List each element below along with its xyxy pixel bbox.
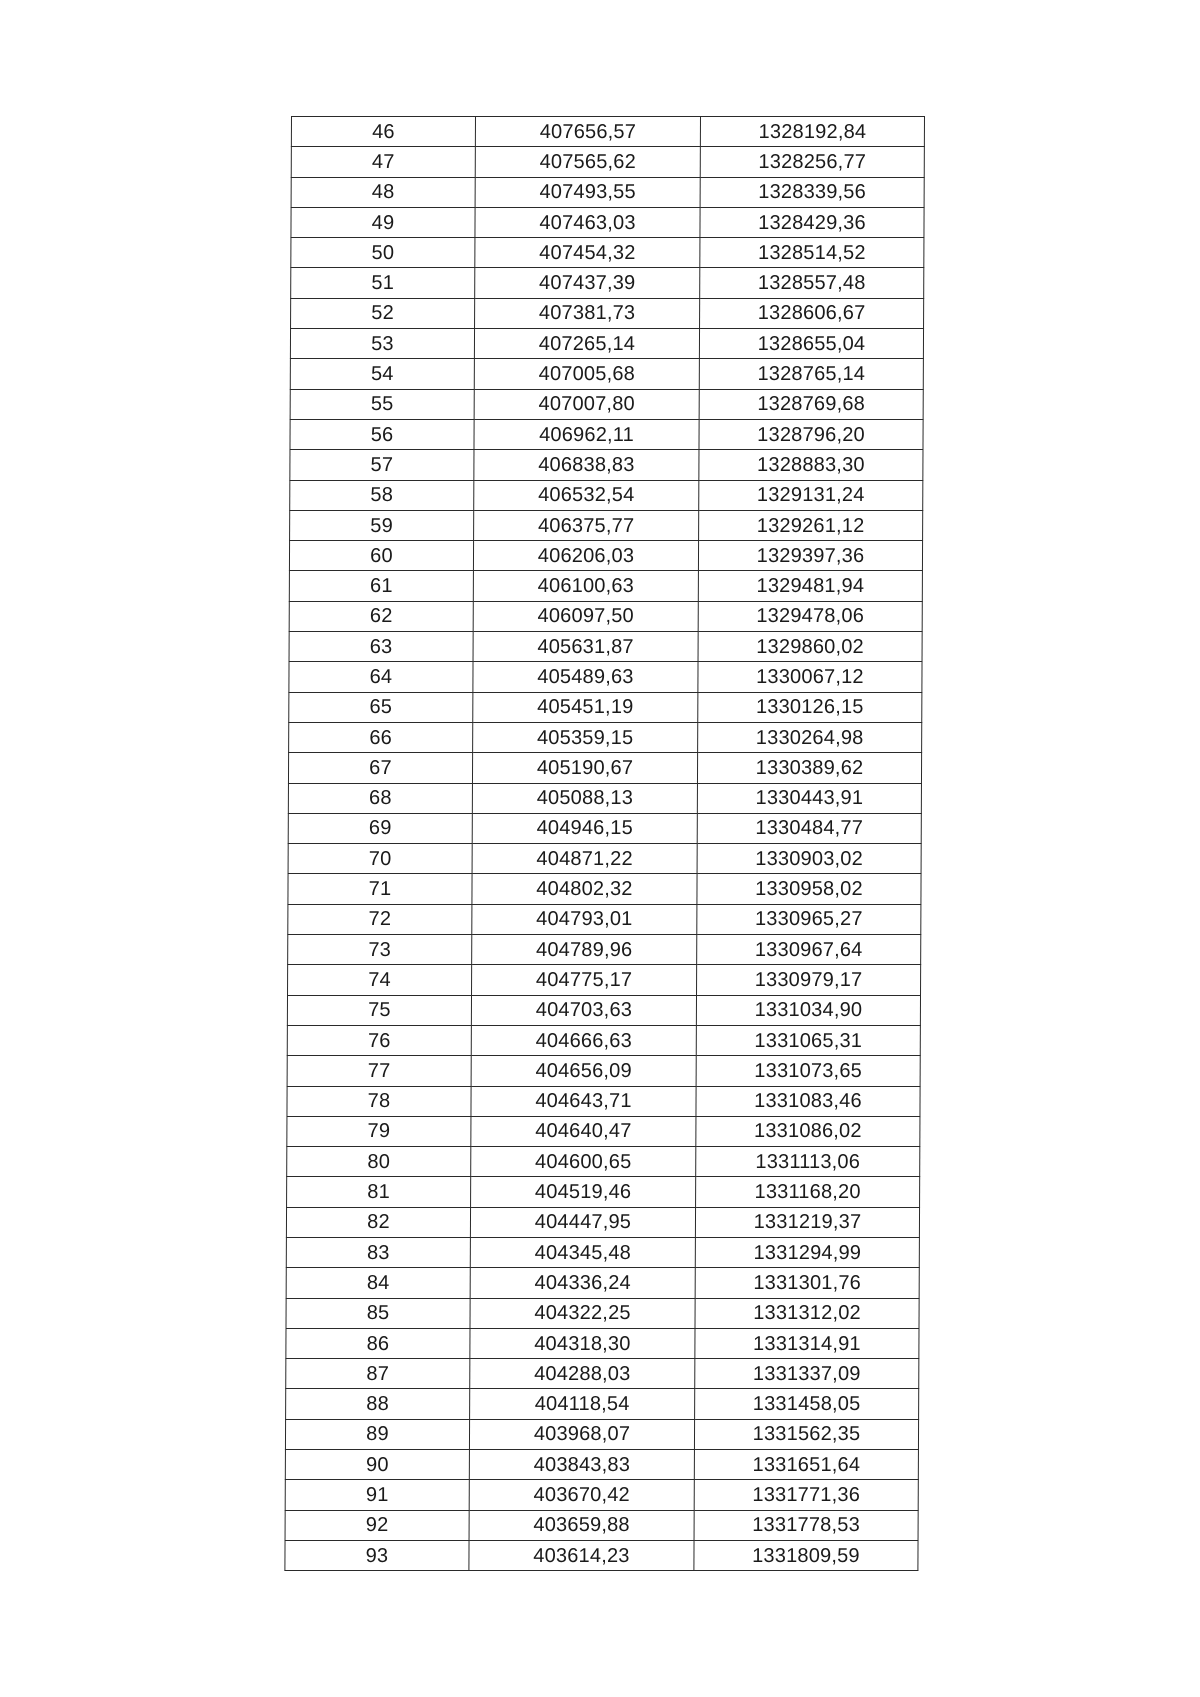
table-row xyxy=(286,1298,919,1328)
x-coordinate-cell: 405631,87 xyxy=(473,632,698,662)
y-coordinate-cell: 1328192,84 xyxy=(700,117,924,147)
table-row xyxy=(287,1056,920,1086)
x-coordinate-cell: 404666,63 xyxy=(471,1025,696,1055)
x-coordinate-cell: 404703,63 xyxy=(471,995,696,1025)
table-row xyxy=(289,541,922,571)
point-number-cell: 63 xyxy=(289,632,473,662)
table-row xyxy=(289,632,922,662)
table-row xyxy=(289,571,922,601)
x-coordinate-cell: 404789,96 xyxy=(472,935,697,965)
y-coordinate-cell: 1331073,65 xyxy=(696,1056,920,1086)
table-row xyxy=(287,1147,920,1177)
point-number-cell: 82 xyxy=(286,1207,470,1237)
point-number-cell: 60 xyxy=(289,541,473,571)
y-coordinate-cell: 1330389,62 xyxy=(697,753,921,783)
x-coordinate-cell: 403659,88 xyxy=(469,1510,694,1540)
x-coordinate-cell: 404775,17 xyxy=(472,965,697,995)
x-coordinate-cell: 407454,32 xyxy=(475,238,700,268)
x-coordinate-cell: 407565,62 xyxy=(475,147,700,177)
point-number-cell: 69 xyxy=(288,813,472,843)
table-row xyxy=(288,783,921,813)
point-number-cell: 71 xyxy=(288,874,472,904)
point-number-cell: 76 xyxy=(287,1025,471,1055)
table-row xyxy=(285,1419,918,1449)
point-number-cell: 47 xyxy=(291,147,475,177)
y-coordinate-cell: 1330979,17 xyxy=(697,965,921,995)
point-number-cell: 88 xyxy=(286,1389,470,1419)
x-coordinate-cell: 404802,32 xyxy=(472,874,697,904)
y-coordinate-cell: 1329481,94 xyxy=(698,571,922,601)
y-coordinate-cell: 1328765,14 xyxy=(699,359,923,389)
y-coordinate-cell: 1330965,27 xyxy=(697,904,921,934)
y-coordinate-cell: 1331458,05 xyxy=(695,1389,919,1419)
x-coordinate-cell: 406838,83 xyxy=(474,450,699,480)
point-number-cell: 75 xyxy=(287,995,471,1025)
x-coordinate-cell: 404946,15 xyxy=(472,813,697,843)
y-coordinate-cell: 1330958,02 xyxy=(697,874,921,904)
y-coordinate-cell: 1331086,02 xyxy=(696,1116,920,1146)
table-row xyxy=(291,268,924,298)
point-number-cell: 46 xyxy=(291,117,475,147)
point-number-cell: 84 xyxy=(286,1268,470,1298)
x-coordinate-cell: 405451,19 xyxy=(473,692,698,722)
point-number-cell: 67 xyxy=(288,753,472,783)
table-row xyxy=(291,177,924,207)
table-row xyxy=(290,419,923,449)
table-row xyxy=(287,1116,920,1146)
y-coordinate-cell: 1330903,02 xyxy=(697,844,921,874)
point-number-cell: 53 xyxy=(290,329,474,359)
table-row xyxy=(290,329,923,359)
point-number-cell: 80 xyxy=(287,1147,471,1177)
point-number-cell: 87 xyxy=(286,1359,470,1389)
table-row xyxy=(291,117,924,147)
table-row xyxy=(288,965,921,995)
point-number-cell: 89 xyxy=(285,1419,469,1449)
x-coordinate-cell: 405088,13 xyxy=(472,783,697,813)
y-coordinate-cell: 1328796,20 xyxy=(699,419,923,449)
table-row xyxy=(290,450,923,480)
point-number-cell: 52 xyxy=(291,298,475,328)
x-coordinate-cell: 405359,15 xyxy=(473,722,698,752)
table-row xyxy=(291,147,924,177)
point-number-cell: 49 xyxy=(291,207,475,237)
y-coordinate-cell: 1329261,12 xyxy=(699,510,923,540)
y-coordinate-cell: 1330967,64 xyxy=(697,935,921,965)
y-coordinate-cell: 1328769,68 xyxy=(699,389,923,419)
point-number-cell: 83 xyxy=(286,1237,470,1267)
x-coordinate-cell: 405190,67 xyxy=(472,753,697,783)
point-number-cell: 70 xyxy=(288,844,472,874)
x-coordinate-cell: 406100,63 xyxy=(473,571,698,601)
x-coordinate-cell: 404447,95 xyxy=(470,1207,695,1237)
y-coordinate-cell: 1329860,02 xyxy=(698,632,922,662)
table-row xyxy=(290,480,923,510)
point-number-cell: 57 xyxy=(290,450,474,480)
point-number-cell: 79 xyxy=(287,1116,471,1146)
y-coordinate-cell: 1331065,31 xyxy=(696,1025,920,1055)
y-coordinate-cell: 1330126,15 xyxy=(698,692,922,722)
point-number-cell: 66 xyxy=(289,722,473,752)
table-row xyxy=(288,844,921,874)
table-row xyxy=(288,753,921,783)
table-row xyxy=(285,1540,918,1570)
table-row xyxy=(291,298,924,328)
y-coordinate-cell: 1331771,36 xyxy=(694,1480,918,1510)
point-number-cell: 78 xyxy=(287,1086,471,1116)
table-row xyxy=(286,1207,919,1237)
x-coordinate-cell: 404793,01 xyxy=(472,904,697,934)
y-coordinate-cell: 1328256,77 xyxy=(700,147,924,177)
y-coordinate-cell: 1331083,46 xyxy=(696,1086,920,1116)
point-number-cell: 77 xyxy=(287,1056,471,1086)
y-coordinate-cell: 1331168,20 xyxy=(696,1177,920,1207)
table-row xyxy=(287,995,920,1025)
y-coordinate-cell: 1331034,90 xyxy=(696,995,920,1025)
table-row xyxy=(289,662,922,692)
point-number-cell: 62 xyxy=(289,601,473,631)
table-row xyxy=(285,1450,918,1480)
y-coordinate-cell: 1331778,53 xyxy=(694,1510,918,1540)
point-number-cell: 85 xyxy=(286,1298,470,1328)
y-coordinate-cell: 1329131,24 xyxy=(699,480,923,510)
point-number-cell: 58 xyxy=(290,480,474,510)
y-coordinate-cell: 1331312,02 xyxy=(695,1298,919,1328)
point-number-cell: 91 xyxy=(285,1480,469,1510)
point-number-cell: 65 xyxy=(289,692,473,722)
x-coordinate-cell: 404345,48 xyxy=(470,1237,695,1267)
point-number-cell: 68 xyxy=(288,783,472,813)
y-coordinate-cell: 1328606,67 xyxy=(700,298,924,328)
y-coordinate-cell: 1330067,12 xyxy=(698,662,922,692)
table-row xyxy=(289,722,922,752)
y-coordinate-cell: 1328883,30 xyxy=(699,450,923,480)
x-coordinate-cell: 406962,11 xyxy=(474,419,699,449)
point-number-cell: 81 xyxy=(287,1177,471,1207)
y-coordinate-cell: 1331337,09 xyxy=(695,1359,919,1389)
y-coordinate-cell: 1328557,48 xyxy=(700,268,924,298)
x-coordinate-cell: 404640,47 xyxy=(471,1116,696,1146)
y-coordinate-cell: 1331562,35 xyxy=(694,1419,918,1449)
y-coordinate-cell: 1330264,98 xyxy=(698,722,922,752)
y-coordinate-cell: 1331301,76 xyxy=(695,1268,919,1298)
point-number-cell: 51 xyxy=(291,268,475,298)
x-coordinate-cell: 407005,68 xyxy=(474,359,699,389)
x-coordinate-cell: 407656,57 xyxy=(475,117,700,147)
point-number-cell: 61 xyxy=(289,571,473,601)
x-coordinate-cell: 404322,25 xyxy=(470,1298,695,1328)
point-number-cell: 59 xyxy=(290,510,474,540)
point-number-cell: 93 xyxy=(285,1540,469,1570)
coordinates-table-body xyxy=(285,117,925,1571)
x-coordinate-cell: 404118,54 xyxy=(470,1389,695,1419)
point-number-cell: 64 xyxy=(289,662,473,692)
point-number-cell: 86 xyxy=(286,1328,470,1358)
table-row xyxy=(288,813,921,843)
x-coordinate-cell: 406532,54 xyxy=(474,480,699,510)
y-coordinate-cell: 1330443,91 xyxy=(697,783,921,813)
x-coordinate-cell: 406097,50 xyxy=(473,601,698,631)
table-row xyxy=(286,1328,919,1358)
x-coordinate-cell: 403670,42 xyxy=(469,1480,694,1510)
table-row xyxy=(287,1086,920,1116)
y-coordinate-cell: 1328429,36 xyxy=(700,207,924,237)
point-number-cell: 56 xyxy=(290,419,474,449)
x-coordinate-cell: 406375,77 xyxy=(474,510,699,540)
table-row xyxy=(286,1237,919,1267)
y-coordinate-cell: 1328514,52 xyxy=(700,238,924,268)
y-coordinate-cell: 1331651,64 xyxy=(694,1450,918,1480)
table-row xyxy=(286,1389,919,1419)
y-coordinate-cell: 1331219,37 xyxy=(695,1207,919,1237)
y-coordinate-cell: 1330484,77 xyxy=(697,813,921,843)
x-coordinate-cell: 404643,71 xyxy=(471,1086,696,1116)
point-number-cell: 73 xyxy=(288,935,472,965)
x-coordinate-cell: 403843,83 xyxy=(469,1450,694,1480)
y-coordinate-cell: 1329478,06 xyxy=(698,601,922,631)
x-coordinate-cell: 407381,73 xyxy=(475,298,700,328)
y-coordinate-cell: 1331113,06 xyxy=(696,1147,920,1177)
table-row xyxy=(287,1025,920,1055)
point-number-cell: 55 xyxy=(290,389,474,419)
x-coordinate-cell: 407463,03 xyxy=(475,207,700,237)
table-row xyxy=(288,874,921,904)
point-number-cell: 50 xyxy=(291,238,475,268)
x-coordinate-cell: 404336,24 xyxy=(470,1268,695,1298)
x-coordinate-cell: 407437,39 xyxy=(475,268,700,298)
table-row xyxy=(288,904,921,934)
table-row xyxy=(291,238,924,268)
x-coordinate-cell: 403614,23 xyxy=(469,1540,694,1570)
y-coordinate-cell: 1331809,59 xyxy=(694,1540,918,1570)
x-coordinate-cell: 407265,14 xyxy=(474,329,699,359)
x-coordinate-cell: 404871,22 xyxy=(472,844,697,874)
x-coordinate-cell: 404600,65 xyxy=(471,1147,696,1177)
table-row xyxy=(287,1177,920,1207)
table-row xyxy=(286,1268,919,1298)
x-coordinate-cell: 406206,03 xyxy=(473,541,698,571)
x-coordinate-cell: 405489,63 xyxy=(473,662,698,692)
table-row xyxy=(288,935,921,965)
x-coordinate-cell: 404656,09 xyxy=(471,1056,696,1086)
table-row xyxy=(289,601,922,631)
point-number-cell: 74 xyxy=(288,965,472,995)
x-coordinate-cell: 404318,30 xyxy=(470,1328,695,1358)
table-row xyxy=(285,1480,918,1510)
point-number-cell: 54 xyxy=(290,359,474,389)
point-number-cell: 90 xyxy=(285,1450,469,1480)
point-number-cell: 48 xyxy=(291,177,475,207)
x-coordinate-cell: 407007,80 xyxy=(474,389,699,419)
table-row xyxy=(285,1510,918,1540)
point-number-cell: 72 xyxy=(288,904,472,934)
table-row xyxy=(289,692,922,722)
table-row xyxy=(286,1359,919,1389)
y-coordinate-cell: 1329397,36 xyxy=(698,541,922,571)
table-row xyxy=(290,510,923,540)
y-coordinate-cell: 1328339,56 xyxy=(700,177,924,207)
y-coordinate-cell: 1328655,04 xyxy=(699,329,923,359)
point-number-cell: 92 xyxy=(285,1510,469,1540)
x-coordinate-cell: 404288,03 xyxy=(470,1359,695,1389)
table-row xyxy=(290,359,923,389)
x-coordinate-cell: 403968,07 xyxy=(469,1419,694,1449)
x-coordinate-cell: 407493,55 xyxy=(475,177,700,207)
y-coordinate-cell: 1331314,91 xyxy=(695,1328,919,1358)
x-coordinate-cell: 404519,46 xyxy=(471,1177,696,1207)
coordinates-table xyxy=(284,116,925,1571)
table-row xyxy=(291,207,924,237)
y-coordinate-cell: 1331294,99 xyxy=(695,1237,919,1267)
table-row xyxy=(290,389,923,419)
